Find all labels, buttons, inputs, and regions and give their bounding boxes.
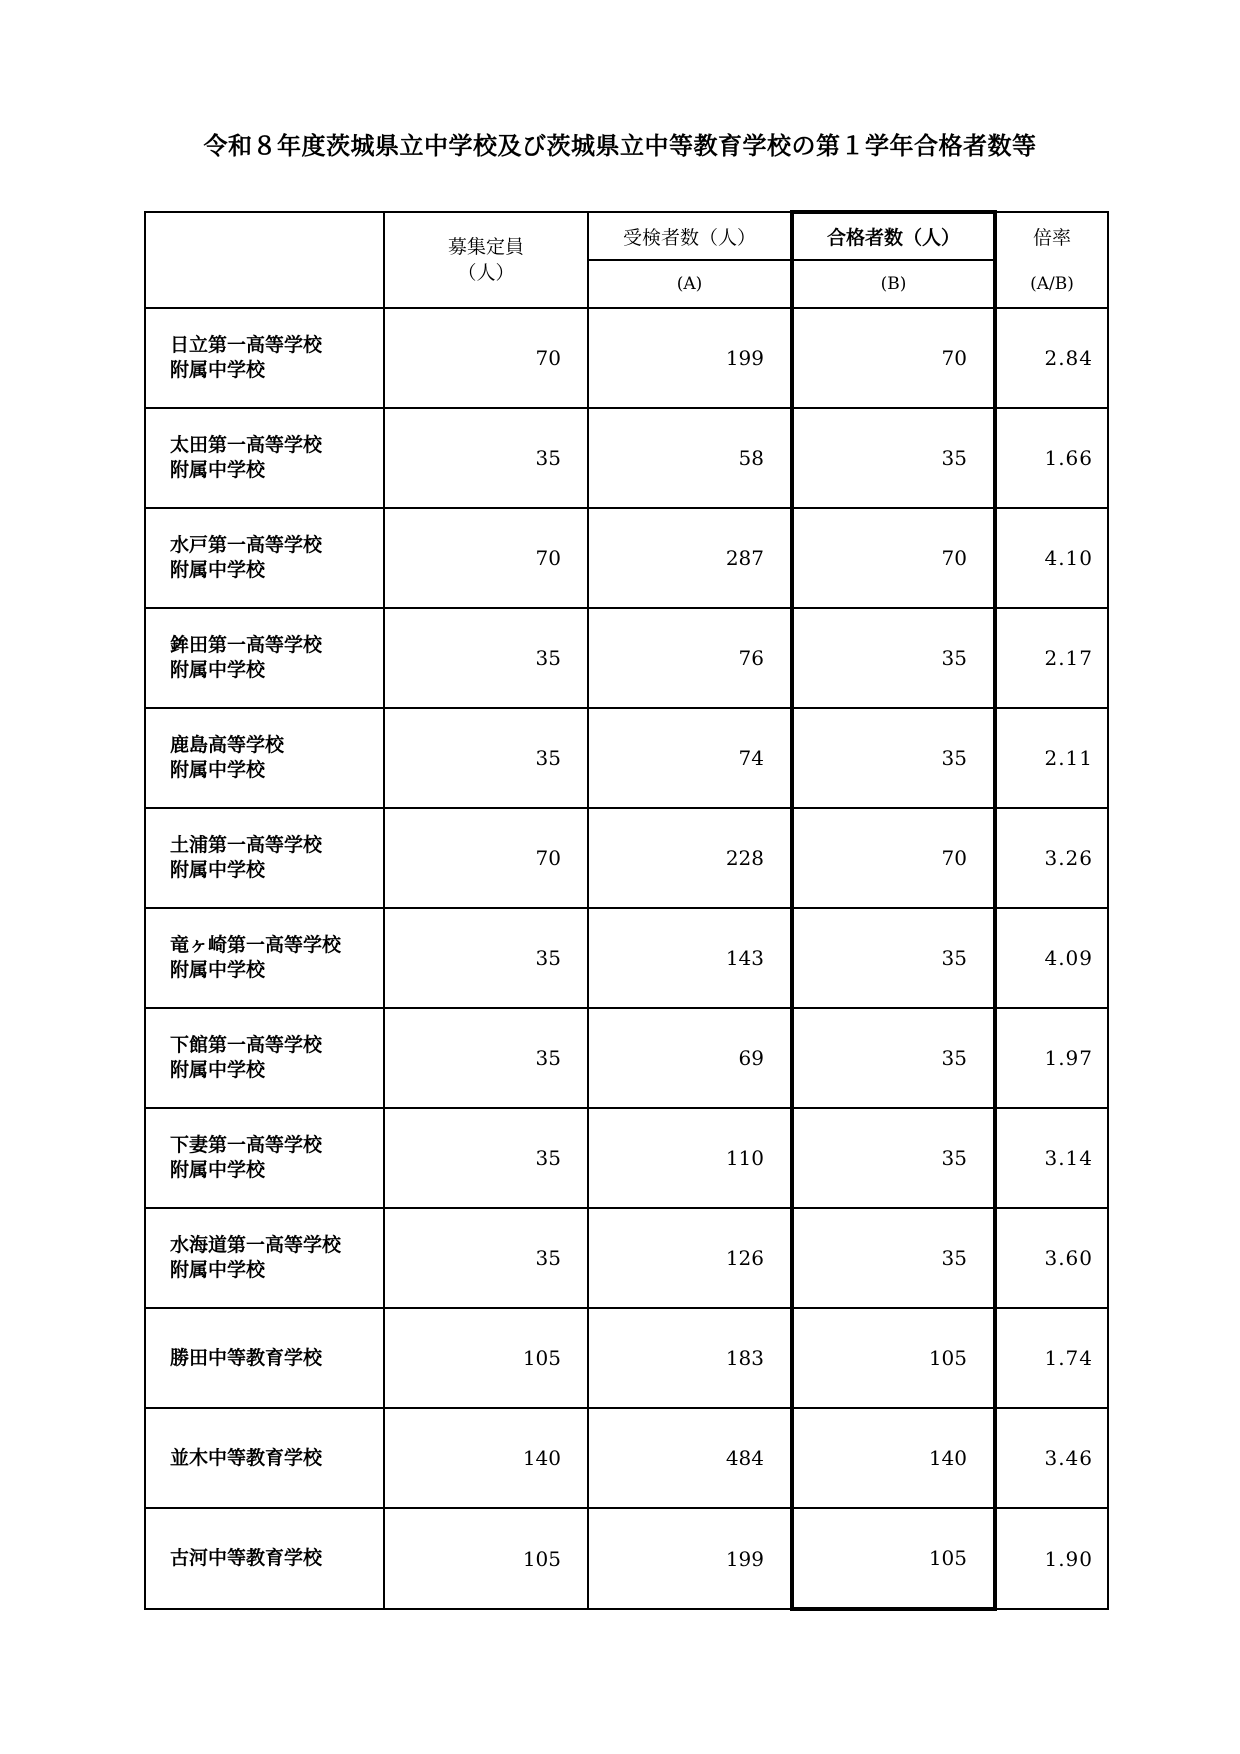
passed-cell: 35 [792,608,995,708]
capacity-cell: 35 [384,608,588,708]
ratio-cell: 4.10 [995,508,1108,608]
examinees-cell: 76 [588,608,792,708]
capacity-cell: 70 [384,808,588,908]
examinees-cell: 484 [588,1408,792,1508]
school-name-line1: 土浦第一高等学校 [170,834,323,856]
header-capacity-unit: （人） [457,262,515,284]
ratio-cell: 2.11 [995,708,1108,808]
capacity-cell: 105 [384,1508,588,1609]
passed-cell: 105 [792,1508,995,1609]
table-row [145,808,1108,908]
school-name-line1: 古河中等教育学校 [170,1547,323,1569]
school-name-line1: 水戸第一高等学校 [170,534,323,556]
school-name [145,808,384,908]
passed-cell: 35 [792,1108,995,1208]
header-ratio-sub: (A/B) [995,260,1108,308]
table-row [145,908,1108,1008]
admissions-table [144,210,1109,1611]
school-name-line1: 鹿島高等学校 [170,734,285,756]
ratio-cell: 4.09 [995,908,1108,1008]
passed-cell: 35 [792,708,995,808]
school-name-line1: 下妻第一高等学校 [170,1134,323,1156]
ratio-cell: 3.60 [995,1208,1108,1308]
table-row [145,508,1108,608]
school-name-line2: 附属中学校 [170,859,266,881]
header-capacity-label: 募集定員 [447,236,524,258]
examinees-cell: 58 [588,408,792,508]
passed-cell: 35 [792,908,995,1008]
table-row [145,708,1108,808]
header-ratio: 倍率 [995,212,1108,260]
ratio-cell: 2.17 [995,608,1108,708]
school-name-line2: 附属中学校 [170,459,266,481]
examinees-cell: 183 [588,1308,792,1408]
school-name [145,1108,384,1208]
examinees-cell: 126 [588,1208,792,1308]
page-title: 令和８年度茨城県立中学校及び茨城県立中等教育学校の第１学年合格者数等 [203,132,1037,160]
passed-cell: 35 [792,408,995,508]
table-row [145,1208,1108,1308]
capacity-cell: 35 [384,1008,588,1108]
school-name [145,1308,384,1408]
capacity-cell: 70 [384,308,588,408]
ratio-cell: 1.90 [995,1508,1108,1609]
header-passed: 合格者数（人） [792,212,995,260]
school-name [145,308,384,408]
capacity-cell: 70 [384,508,588,608]
school-name-line2: 附属中学校 [170,1159,266,1181]
school-name [145,1008,384,1108]
school-name [145,508,384,608]
ratio-cell: 1.66 [995,408,1108,508]
school-name-line1: 日立第一高等学校 [170,334,323,356]
table-row [145,408,1108,508]
ratio-cell: 3.46 [995,1408,1108,1508]
school-name-line2: 附属中学校 [170,1259,266,1281]
capacity-cell: 35 [384,708,588,808]
school-name [145,1408,384,1508]
passed-cell: 70 [792,508,995,608]
passed-cell: 140 [792,1408,995,1508]
header-examinees: 受検者数（人） [588,212,792,260]
school-name-line2: 附属中学校 [170,659,266,681]
table-row [145,608,1108,708]
school-name-line1: 勝田中等教育学校 [170,1346,323,1369]
header-capacity [384,212,588,308]
capacity-cell: 35 [384,1208,588,1308]
table-row [145,1508,1108,1609]
examinees-cell: 74 [588,708,792,808]
school-name-line1: 水海道第一高等学校 [170,1234,342,1256]
examinees-cell: 199 [588,308,792,408]
school-name [145,608,384,708]
school-name-line2: 附属中学校 [170,959,266,981]
table-row [145,1308,1108,1408]
passed-cell: 35 [792,1208,995,1308]
examinees-cell: 228 [588,808,792,908]
examinees-cell: 287 [588,508,792,608]
table-row [145,1108,1108,1208]
examinees-cell: 143 [588,908,792,1008]
table-row [145,1008,1108,1108]
passed-cell: 105 [792,1308,995,1408]
school-name-line2: 附属中学校 [170,1059,266,1081]
school-name [145,1508,384,1609]
passed-cell: 35 [792,1008,995,1108]
table-row [145,1408,1108,1508]
capacity-cell: 35 [384,908,588,1008]
school-name-line1: 竜ヶ崎第一高等学校 [170,934,342,956]
examinees-cell: 199 [588,1508,792,1609]
school-name [145,908,384,1008]
ratio-cell: 1.74 [995,1308,1108,1408]
school-name-line1: 下館第一高等学校 [170,1034,323,1056]
examinees-cell: 110 [588,1108,792,1208]
school-name-line2: 附属中学校 [170,759,266,781]
ratio-cell: 3.26 [995,808,1108,908]
examinees-cell: 69 [588,1008,792,1108]
ratio-cell: 1.97 [995,1008,1108,1108]
school-name-line2: 附属中学校 [170,359,266,381]
passed-cell: 70 [792,808,995,908]
ratio-cell: 2.84 [995,308,1108,408]
capacity-cell: 35 [384,408,588,508]
header-passed-sub: (B) [792,260,995,308]
capacity-cell: 105 [384,1308,588,1408]
passed-cell: 70 [792,308,995,408]
school-name [145,708,384,808]
header-examinees-sub: (A) [588,260,792,308]
school-name [145,408,384,508]
table-row [145,308,1108,408]
capacity-cell: 35 [384,1108,588,1208]
ratio-cell: 3.14 [995,1108,1108,1208]
school-name-line2: 附属中学校 [170,559,266,581]
school-name-line1: 太田第一高等学校 [170,434,323,456]
school-name-line1: 並木中等教育学校 [170,1446,323,1469]
school-name-line1: 鉾田第一高等学校 [170,634,323,656]
school-name [145,1208,384,1308]
capacity-cell: 140 [384,1408,588,1508]
header-school-blank [145,212,384,308]
